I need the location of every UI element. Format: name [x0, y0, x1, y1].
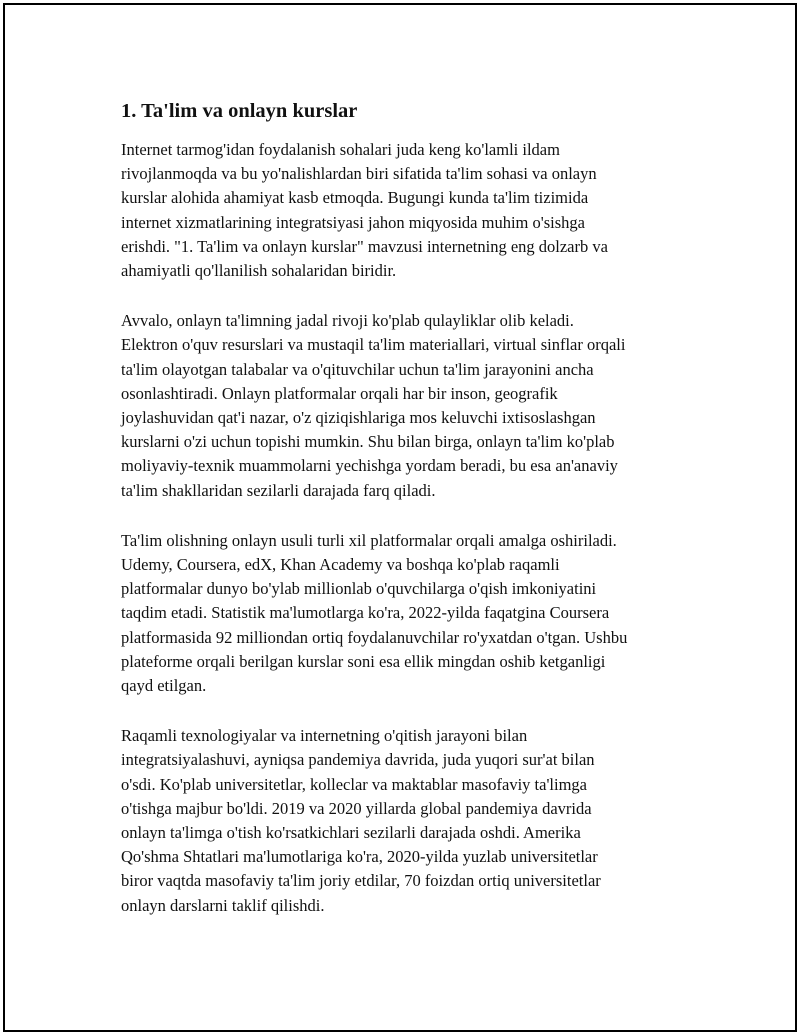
text-line: Ta'lim olishning onlayn usuli turli xil platformalar orqali amalga oshiriladi. — [121, 530, 617, 550]
text-line: qayd etilgan. — [121, 676, 207, 696]
text-line: onlayn darslarni taklif qilishdi. — [121, 895, 325, 915]
text-line: rivojlanmoqda va bu yo'nalishlardan biri sifatida ta'lim sohasi va onlayn — [121, 164, 597, 184]
text-line: kurslarni o'zi uchun topishi mumkin. Shu bilan birga, onlayn ta'lim ko'plab — [121, 432, 615, 452]
text-line: kurslar alohida ahamiyat kasb etmoqda. Bugungi kunda ta'lim tizimida — [121, 188, 589, 208]
paragraph-pandemic — [121, 724, 701, 918]
text-line: biror vaqtda masofaviy ta'lim joriy etdilar, 70 foizdan ortiq universitetlar — [121, 871, 601, 891]
text-line: osonlashtiradi. Onlayn platformalar orqali har bir inson, geografik — [121, 383, 558, 403]
text-line: o'tishga majbur bo'ldi. 2019 va 2020 yillarda global pandemiya davrida — [121, 798, 592, 818]
document-body — [121, 97, 701, 918]
text-line: erishdi. "1. Ta'lim va onlayn kurslar" mavzusi internetning eng dolzarb va — [121, 236, 608, 256]
text-line: integratsiyalashuvi, ayniqsa pandemiya davrida, juda yuqori sur'at bilan — [121, 750, 595, 770]
paragraph-advantages — [121, 309, 701, 503]
text-line: platformasida 92 milliondan ortiq foydalanuvchilar ro'yxatdan o'tgan. Ushbu — [121, 627, 628, 647]
text-line: taqdim etadi. Statistik ma'lumotlarga ko'ra, 2022-yilda faqatgina Coursera — [121, 603, 610, 623]
text-line: plateforme orqali berilgan kurslar soni esa ellik mingdan oshib ketganligi — [121, 651, 606, 671]
text-line: onlayn ta'limga o'tish ko'rsatkichlari sezilarli darajada oshdi. Amerika — [121, 823, 581, 843]
text-line: Elektron o'quv resurslari va mustaqil ta'lim materiallari, virtual sinflar orqali — [121, 335, 626, 355]
text-line: moliyaviy-texnik muammolarni yechishga yordam beradi, bu esa an'anaviy — [121, 456, 618, 476]
text-line: ta'lim olayotgan talabalar va o'qituvchilar uchun ta'lim jarayonini ancha — [121, 359, 594, 379]
paragraph-intro — [121, 138, 701, 283]
text-line: Internet tarmog'idan foydalanish sohalari juda keng ko'lamli ildam — [121, 140, 560, 159]
paragraph-platforms — [121, 529, 701, 698]
text-line: ta'lim shakllaridan sezilarli darajada farq qiladi. — [121, 480, 436, 500]
text-line: o'sdi. Ko'plab universitetlar, kolleclar va maktablar masofaviy ta'limga — [121, 774, 587, 794]
text-line: joylashuvidan qat'i nazar, o'z qiziqishlariga mos keluvchi ixtisoslashgan — [121, 408, 596, 428]
text-line: platformalar dunyo bo'ylab millionlab o'quvchilarga o'qish imkoniyatini — [121, 579, 597, 599]
text-line: Avvalo, onlayn ta'limning jadal rivoji ko'plab qulayliklar olib keladi. — [121, 311, 574, 331]
text-line: Udemy, Coursera, edX, Khan Academy va boshqa ko'plab raqamli — [121, 555, 560, 575]
text-line: Qo'shma Shtatlari ma'lumotlariga ko'ra, 2020-yilda yuzlab universitetlar — [121, 847, 598, 867]
text-line: ahamiyatli qo'llanilish sohalaridan biridir. — [121, 261, 397, 281]
section-heading: 1. Ta'lim va onlayn kurslar — [121, 100, 358, 122]
text-line: Raqamli texnologiyalar va internetning o'qitish jarayoni bilan — [121, 726, 528, 746]
text-line: internet xizmatlarining integratsiyasi jahon miqyosida muhim o'sishga — [121, 212, 585, 232]
page-frame — [3, 3, 797, 1032]
